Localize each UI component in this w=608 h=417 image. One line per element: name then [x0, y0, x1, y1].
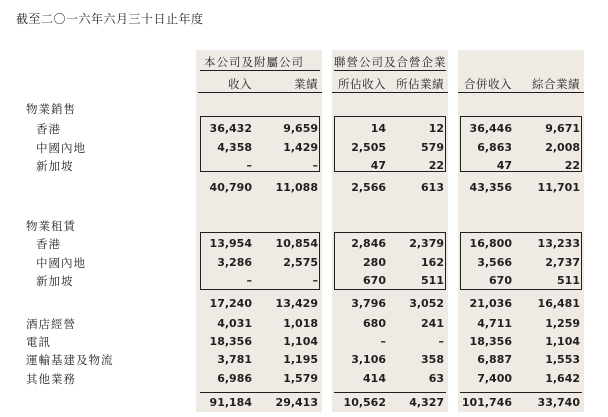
table-cell: 3,781 [217, 353, 252, 366]
table-cell: 4,327 [409, 396, 444, 409]
table-cell: 22 [564, 159, 580, 172]
table-cell: 1,104 [283, 335, 318, 348]
table-cell: – [312, 159, 318, 172]
table-cell: 18,356 [469, 335, 512, 348]
table-cell: 3,796 [351, 297, 386, 310]
table-cell: 1,642 [545, 372, 580, 385]
table-cell: 2,846 [351, 237, 386, 250]
group-header-associates: 聯營公司及合營企業 [334, 55, 447, 69]
table-cell: 241 [421, 317, 444, 330]
table-cell: 358 [421, 353, 444, 366]
table-cell: 2,737 [545, 256, 580, 269]
group-underline-company [200, 70, 320, 71]
col-header-consolidated-results: 綜合業績 [532, 77, 580, 91]
header-underline-company [198, 92, 322, 93]
col-header-combined-revenue: 合併收入 [464, 77, 512, 91]
group-header-company: 本公司及附屬公司 [204, 55, 304, 69]
table-cell: – [380, 335, 386, 348]
table-cell: 2,505 [351, 141, 386, 154]
col-header-revenue: 收入 [228, 77, 252, 91]
table-cell: 63 [428, 372, 444, 385]
table-cell: 11,701 [537, 181, 580, 194]
table-cell: 6,986 [217, 372, 252, 385]
table-cell: 1,018 [283, 317, 318, 330]
table-cell: 29,413 [275, 396, 318, 409]
table-cell: 2,379 [409, 237, 444, 250]
table-cell: 4,711 [477, 317, 512, 330]
table-cell: 670 [363, 274, 386, 287]
table-cell: 3,286 [217, 256, 252, 269]
row-label: 酒店經營 [26, 317, 76, 331]
table-cell: 670 [489, 274, 512, 287]
table-cell: 13,429 [275, 297, 318, 310]
table-cell: 33,740 [537, 396, 580, 409]
table-cell: 40,790 [209, 181, 252, 194]
header-underline-associates [332, 92, 448, 93]
row-label: 其他業務 [26, 372, 76, 386]
table-cell: 1,104 [545, 335, 580, 348]
table-cell: 7,400 [477, 372, 512, 385]
table-cell: 17,240 [209, 297, 252, 310]
table-cell: 680 [363, 317, 386, 330]
row-label: 新加坡 [36, 274, 74, 288]
table-cell: 511 [421, 274, 444, 287]
table-cell: 3,106 [351, 353, 386, 366]
table-title: 截至二〇一六年六月三十日止年度 [16, 12, 204, 26]
table-cell: 16,481 [537, 297, 580, 310]
table-cell: 101,746 [461, 396, 512, 409]
total-underline-company [200, 392, 320, 393]
table-cell: 3,052 [409, 297, 444, 310]
row-label: 物業銷售 [26, 102, 76, 116]
total-underline-combined [460, 392, 582, 393]
table-cell: 613 [421, 181, 444, 194]
table-cell: 91,184 [209, 396, 252, 409]
table-cell: 6,887 [477, 353, 512, 366]
table-cell: 414 [363, 372, 386, 385]
col-header-share-results: 所佔業績 [396, 77, 444, 91]
group-underline-associates [334, 70, 446, 71]
table-cell: 1,195 [283, 353, 318, 366]
table-cell: 1,553 [545, 353, 580, 366]
table-cell: 511 [557, 274, 580, 287]
row-label: 香港 [36, 237, 61, 251]
table-cell: 43,356 [469, 181, 512, 194]
table-cell: 47 [496, 159, 512, 172]
table-cell: 21,036 [469, 297, 512, 310]
table-cell: 1,259 [545, 317, 580, 330]
table-cell: 10,562 [343, 396, 386, 409]
table-cell: 10,854 [275, 237, 318, 250]
table-cell: 12 [428, 122, 444, 135]
table-cell: 18,356 [209, 335, 252, 348]
table-cell: 280 [363, 256, 386, 269]
table-cell: 162 [421, 256, 444, 269]
table-cell: 2,575 [283, 256, 318, 269]
row-label: 電訊 [26, 335, 51, 349]
total-underline-associates [334, 392, 446, 393]
row-label: 新加坡 [36, 159, 74, 173]
table-cell: 6,863 [477, 141, 512, 154]
table-cell: 36,432 [209, 122, 252, 135]
row-label: 中國內地 [36, 141, 86, 155]
table-cell: 579 [421, 141, 444, 154]
header-underline-combined [458, 92, 584, 93]
table-cell: 36,446 [469, 122, 512, 135]
table-cell: 22 [428, 159, 444, 172]
row-label: 物業租賃 [26, 219, 76, 233]
table-cell: – [312, 274, 318, 287]
table-cell: 9,659 [283, 122, 318, 135]
table-cell: 4,358 [217, 141, 252, 154]
row-label: 香港 [36, 122, 61, 136]
table-cell: – [246, 159, 252, 172]
table-cell: 3,566 [477, 256, 512, 269]
table-cell: 1,429 [283, 141, 318, 154]
table-cell: 47 [370, 159, 386, 172]
table-cell: 13,233 [537, 237, 580, 250]
table-cell: 4,031 [217, 317, 252, 330]
table-cell: 1,579 [283, 372, 318, 385]
table-cell: – [438, 335, 444, 348]
table-cell: 13,954 [209, 237, 252, 250]
table-cell: 16,800 [469, 237, 512, 250]
col-header-share-revenue: 所佔收入 [338, 77, 386, 91]
table-cell: 11,088 [275, 181, 318, 194]
row-label: 運輸基建及物流 [26, 353, 114, 367]
row-label: 中國內地 [36, 256, 86, 270]
table-cell: 14 [370, 122, 386, 135]
col-header-results: 業績 [294, 77, 318, 91]
table-cell: 2,566 [351, 181, 386, 194]
table-cell: 2,008 [545, 141, 580, 154]
table-cell: – [246, 274, 252, 287]
table-cell: 9,671 [545, 122, 580, 135]
